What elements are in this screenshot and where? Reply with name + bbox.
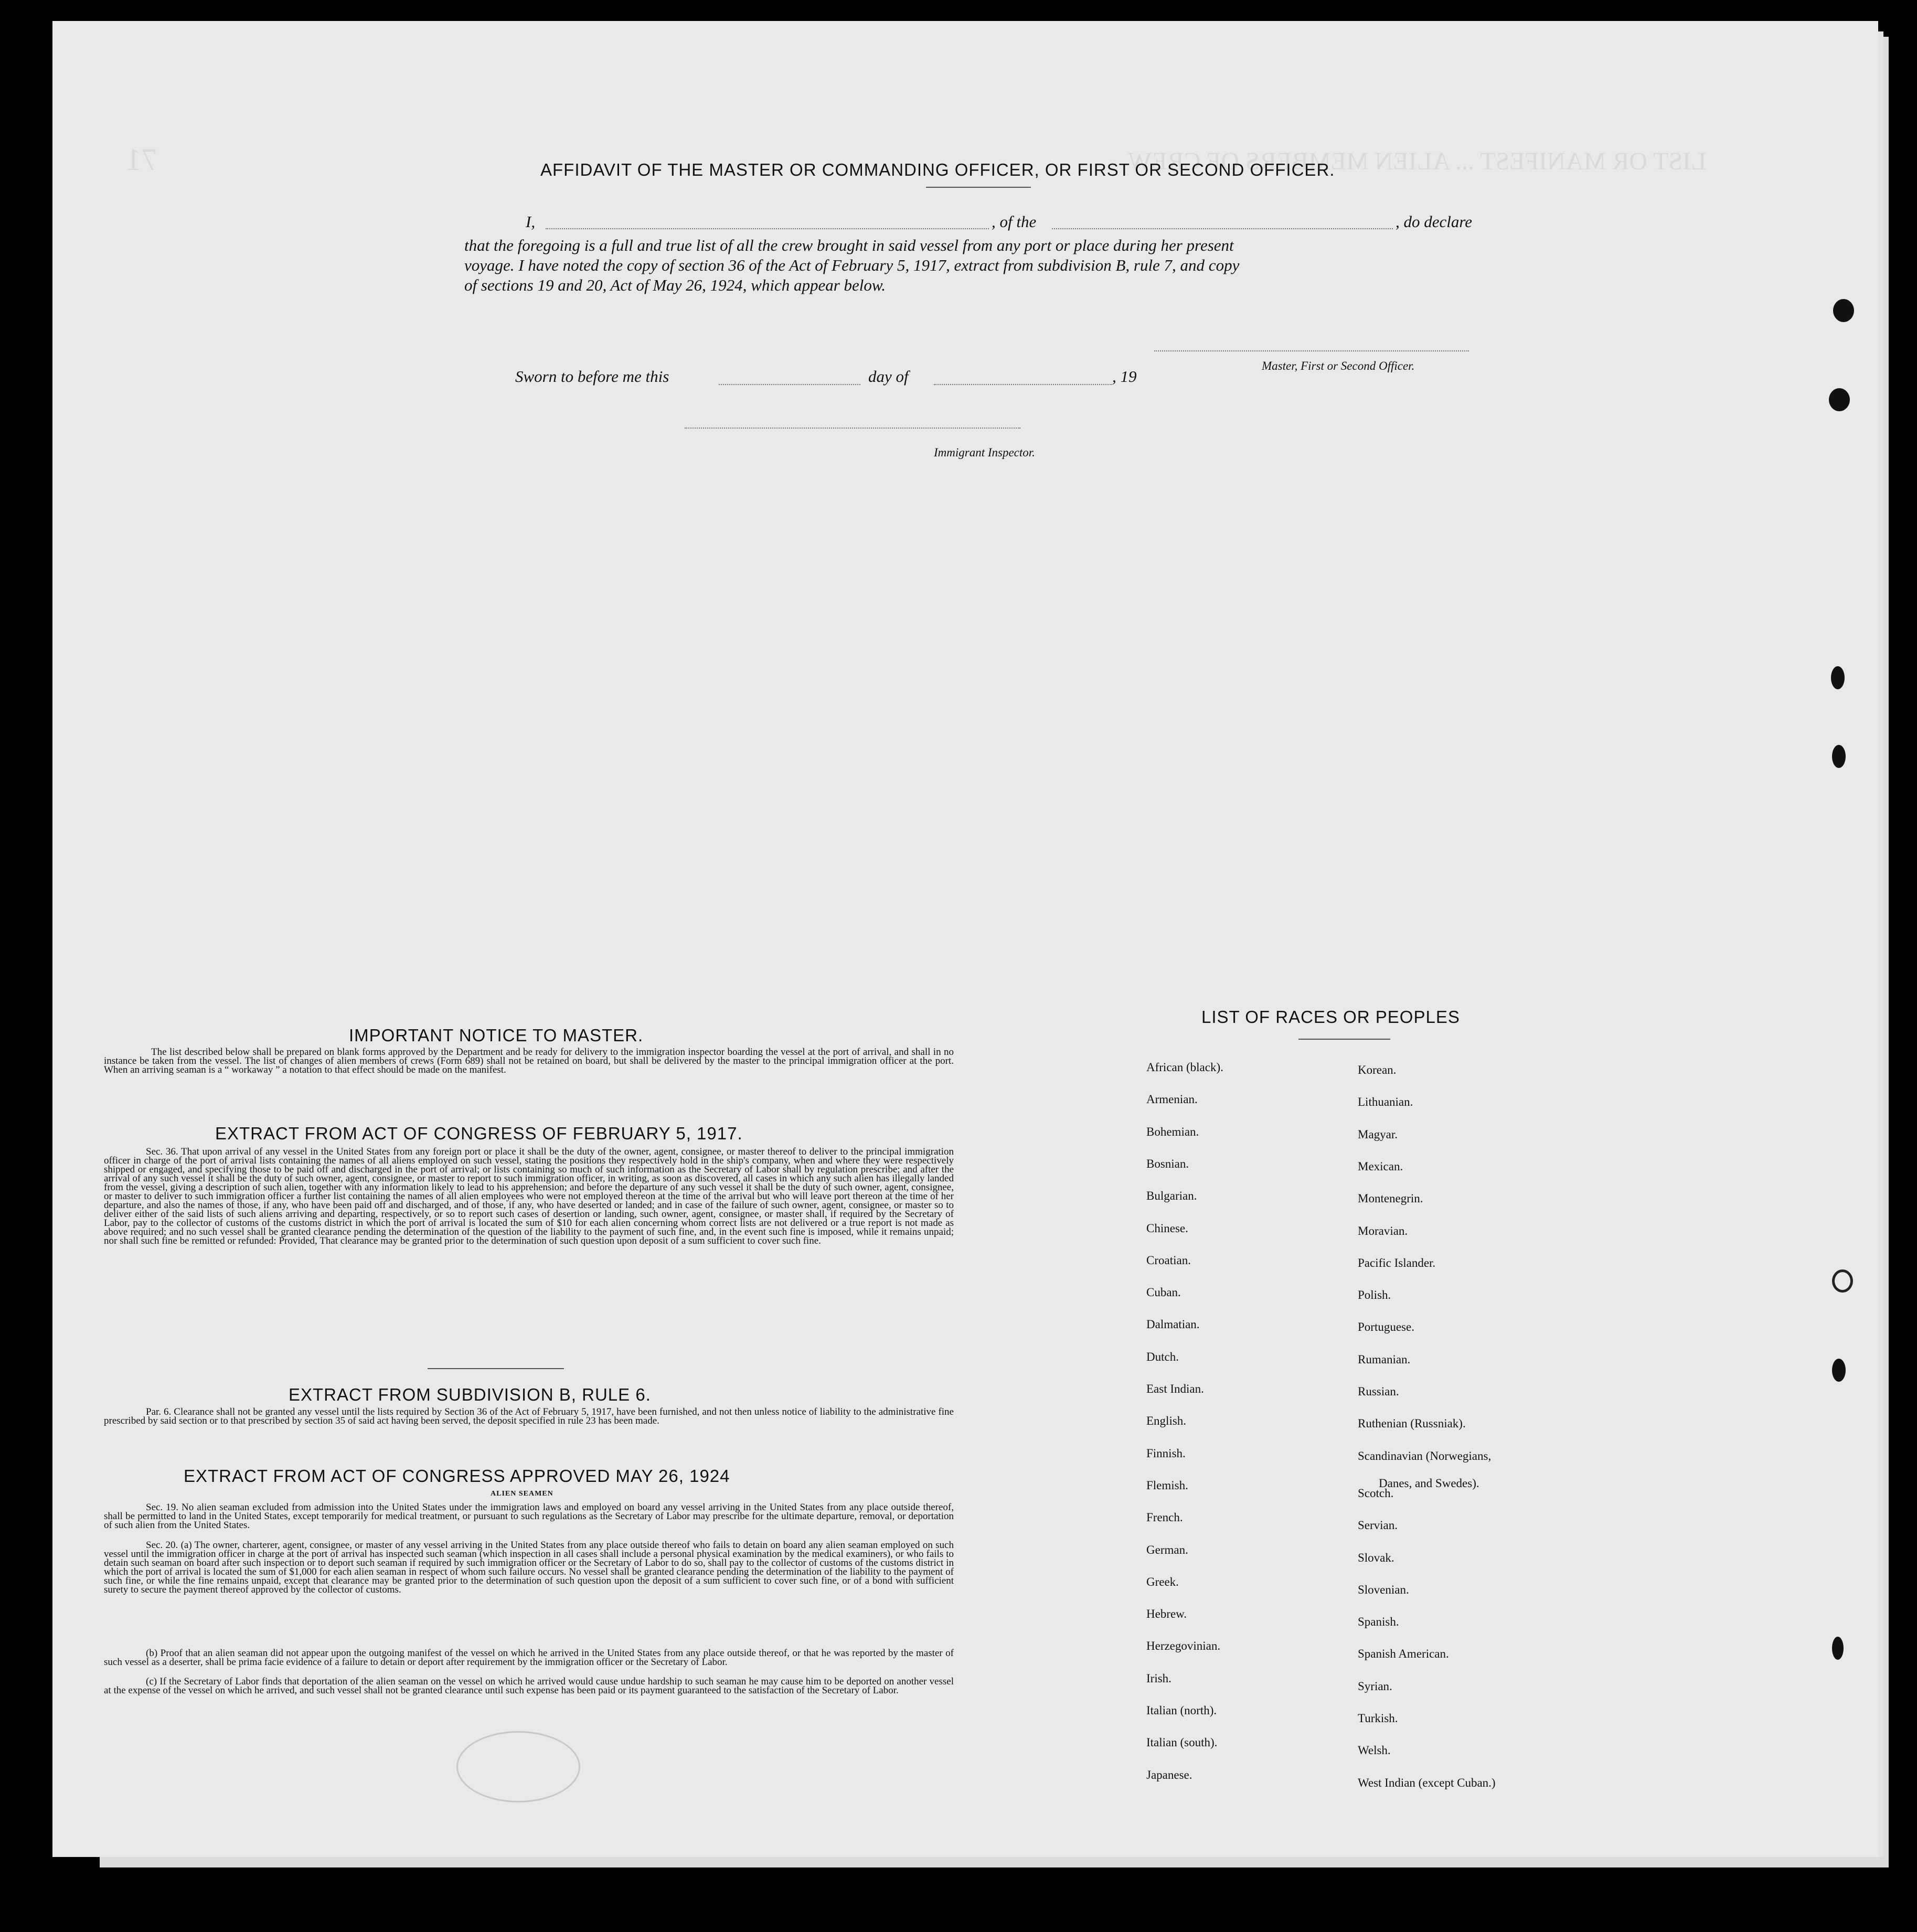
punch-hole <box>1832 745 1846 768</box>
affidavit-vessel-field[interactable] <box>1052 228 1393 229</box>
race-item: Welsh. <box>1358 1744 1391 1757</box>
race-item: Slovenian. <box>1358 1583 1409 1596</box>
race-item: Bosnian. <box>1146 1157 1189 1170</box>
notice-title: IMPORTANT NOTICE TO MASTER. <box>349 1026 644 1045</box>
race-item: Croatian. <box>1146 1253 1191 1267</box>
day-of-label: day of <box>868 367 909 386</box>
race-item: Flemish. <box>1146 1478 1188 1492</box>
affidavit-title-rule <box>926 187 1031 188</box>
sworn-month-field[interactable] <box>934 384 1112 385</box>
race-item: Rumanian. <box>1358 1352 1411 1366</box>
race-item: Spanish. <box>1358 1615 1399 1629</box>
sec20c-text: (c) If the Secretary of Labor finds that deportation of the alien seaman on the vessel on which he arrived would cause undue hardship to such seaman he may cause him to be deported on another vessel at the expense of the vessel on which he arrived, and such vessel shall not be granted clearance until such expense has been paid or its payment guaranteed to the satisfaction of the Secretary of Labor. <box>104 1676 954 1696</box>
section-divider <box>428 1368 564 1369</box>
inspector-signature-field[interactable] <box>685 428 1020 429</box>
race-item: Russian. <box>1358 1385 1399 1398</box>
extract-1924-title: EXTRACT FROM ACT OF CONGRESS APPROVED MAY 26, 1924 <box>184 1466 730 1486</box>
punch-hole <box>1832 1637 1844 1660</box>
race-item: Chinese. <box>1146 1221 1188 1235</box>
year-label: , 19 <box>1112 367 1137 386</box>
rule6-text: Par. 6. Clearance shall not be granted any vessel until the lists required by Section 36 of the Act of February 5, 1917, have been furnished, and not then unless notice of liability to the administrative fine prescribed by said section or to that prescribed by section 35 of said act having been served, the deposit specified in rule 23 has been made. <box>104 1406 954 1426</box>
race-item: Moravian. <box>1358 1224 1408 1237</box>
race-item: Syrian. <box>1358 1679 1392 1693</box>
race-item: Ruthenian (Russniak). <box>1358 1417 1466 1431</box>
race-item: Dutch. <box>1146 1350 1179 1363</box>
race-item: Magyar. <box>1358 1127 1398 1141</box>
race-item: English. <box>1146 1414 1187 1428</box>
race-item: Danes, and Swedes). <box>1379 1477 1479 1490</box>
bleed-through-header: LIST OR MANIFEST ... ALIEN MEMBERS OF CREW <box>1128 147 1707 175</box>
race-item: French. <box>1146 1511 1183 1524</box>
affidavit-of-the-label: , of the <box>992 212 1037 231</box>
sec20b-text: (b) Proof that an alien seaman did not appear upon the outgoing manifest of the vessel on which he arrived in the United States from any place outside thereof, or that he was reported by the master of such vessel as a deserter, shall be prima facie evidence of a failure to detain or deport after requirement by the immigration officer or the Secretary of Labor. <box>104 1648 954 1668</box>
race-item: Korean. <box>1358 1063 1397 1076</box>
race-item: African (black). <box>1146 1061 1223 1074</box>
affidavit-text-line: of sections 19 and 20, Act of May 26, 1924, which appear below. <box>464 276 886 294</box>
race-item: Greek. <box>1146 1575 1179 1588</box>
race-item: Spanish American. <box>1358 1647 1449 1661</box>
race-item: Japanese. <box>1146 1768 1192 1781</box>
race-item: Mexican. <box>1358 1159 1403 1173</box>
race-item: Hebrew. <box>1146 1607 1187 1621</box>
race-item: Italian (south). <box>1146 1736 1218 1749</box>
extract-1917-title: EXTRACT FROM ACT OF CONGRESS OF FEBRUARY 5, 1917. <box>215 1124 743 1143</box>
race-item: Slovak. <box>1358 1551 1394 1564</box>
bleed-through-page-number: 71 <box>126 142 157 177</box>
race-item: Italian (north). <box>1146 1704 1217 1717</box>
master-signature-label: Master, First or Second Officer. <box>1262 359 1415 372</box>
master-signature-field[interactable] <box>1154 350 1469 351</box>
extract-1924-subtitle: ALIEN SEAMEN <box>491 1490 553 1498</box>
punch-hole <box>1832 1269 1853 1293</box>
sec19-text: Sec. 19. No alien seaman excluded from admission into the United States under the immigration laws and employed on board any vessel arriving in the United States from any place outside thereof, shall be permitted to land in the United States, except temporarily for medical treatment, or pursuant to such regulations as the Secretary of Labor may prescribe for the ultimate departure, removal, or deportation of such alien from the United States. <box>104 1502 954 1531</box>
race-item: Scandinavian (Norwegians, <box>1358 1449 1492 1463</box>
race-item: Montenegrin. <box>1358 1192 1423 1205</box>
races-title-rule <box>1298 1039 1390 1040</box>
races-title: LIST OF RACES OR PEOPLES <box>1201 1007 1460 1027</box>
race-item: Portuguese. <box>1358 1320 1414 1334</box>
rule6-title: EXTRACT FROM SUBDIVISION B, RULE 6. <box>289 1385 651 1404</box>
race-item: Servian. <box>1358 1519 1398 1532</box>
race-item: Scotch. <box>1358 1486 1394 1500</box>
race-item: Armenian. <box>1146 1093 1198 1106</box>
race-item: Lithuanian. <box>1358 1095 1413 1109</box>
punch-hole <box>1829 388 1850 411</box>
race-item: Irish. <box>1146 1671 1172 1685</box>
notice-text: The list described below shall be prepared on blank forms approved by the Department and be ready for delivery to the immigration inspector boarding the vessel at the port of arrival, and shall in no instance be taken from the vessel. The list of changes of alien members of crews (Form 689) shall not be retained on board, but shall be delivered by the master to the principal immigration officer at the port. When an arriving seaman is a “ workaway ” a notation to that effect should be made on the manifest. <box>104 1047 954 1075</box>
punch-hole <box>1832 1359 1846 1382</box>
inspector-label: Immigrant Inspector. <box>934 446 1035 459</box>
race-item: Dalmatian. <box>1146 1318 1200 1331</box>
race-item: Polish. <box>1358 1288 1391 1302</box>
affidavit-text-line: voyage. I have noted the copy of section 36 of the Act of February 5, 1917, extract from subdivision B, rule 7, and copy <box>464 256 1240 274</box>
affidavit-declare-label: , do declare <box>1396 212 1473 231</box>
faint-stamp <box>456 1731 580 1802</box>
race-item: Bulgarian. <box>1146 1189 1197 1203</box>
race-item: Finnish. <box>1146 1446 1186 1460</box>
affidavit-name-field[interactable] <box>546 228 989 229</box>
affidavit-text-line: that the foregoing is a full and true list of all the crew brought in said vessel from any port or place during her present <box>464 236 1234 254</box>
extract-1917-text: Sec. 36. That upon arrival of any vessel in the United States from any foreign port or place it shall be the duty of the owner, agent, consignee, or master thereof to deliver to the principal immigration officer in charge of the port of arrival lists containing the names of all aliens employed on such vessel, stating the positions they respectively hold in the ship's company, when and where they were respectively shipped or engaged, and specifying those to be paid off and discharged in the port of arrival; or lists containing so much of such information as the Secretary of Labor shall by regulation prescribe; and after the arrival of any such vessel it shall be the duty of such owner, agent, consignee, or master to report to such immigration officer, in writing, as soon as discovered, all cases in which any such alien has illegally landed from the vessel, giving a description of such alien, together with any information likely to lead to his apprehension; and before the departure of any such vessel it shall be the duty of such owner, agent, consignee, or master to deliver to such immigration officer a further list containing the names of all alien employees who were not employed thereon at the time of the arrival but who will leave port thereon at the time of her departure, and also the names of those, if any, who have been paid off and discharged, and of those, if any, who have deserted or landed; and in case of the failure of such owner, agent, consignee, or master so to deliver either of the said lists of such aliens arriving and departing, respectively, or so to report such cases of desertion or landing, such owner, agent, consignee, or master shall, if required by the Secretary of Labor, pay to the collector of customs of the customs district in which the port of arrival is located the sum of $10 for each alien concerning whom correct lists are not delivered or a true report is not made as above required; and no such vessel shall be granted clearance pending the determination of the question of the liability to the payment of such fine, and, in the event such fine is imposed, while it remains unpaid; nor shall such fine be remitted or refunded: Provided, That clearance may be granted prior to the determination of such question upon deposit of a sum sufficient to cover such fine. <box>104 1146 954 1246</box>
race-item: East Indian. <box>1146 1382 1204 1395</box>
form-page <box>52 21 1878 1857</box>
race-item: West Indian (except Cuban.) <box>1358 1776 1496 1789</box>
affidavit-i-label: I, <box>526 212 536 231</box>
race-item: Pacific Islander. <box>1358 1256 1436 1269</box>
race-item: German. <box>1146 1543 1188 1556</box>
sec20a-text: Sec. 20. (a) The owner, charterer, agent, consignee, or master of any vessel arriving in the United States from any place outside thereof who fails to detain on board any alien seaman employed on such vessel until the immigration officer in charge at the port of arrival has inspected such seaman (which inspection in all cases shall include a personal physical examination by the medical examiners), or who fails to detain such seaman on board after such inspection or to deport such seaman if required by such immigration officer or the Secretary of Labor to do so, shall pay to the collector of customs of the customs district in which the port of arrival is located the sum of $1,000 for each alien seaman in respect of whom such failure occurs. No vessel shall be granted clearance pending the determination of the liability to the payment of such fine, or while the fine remains unpaid, except that clearance may be granted prior to the determination of such question upon the deposit of a sum sufficient to cover such fine, or of a bond with sufficient surety to secure the payment thereof approved by the collector of customs. <box>104 1540 954 1595</box>
punch-hole <box>1831 666 1845 689</box>
race-item: Bohemian. <box>1146 1125 1199 1138</box>
sworn-day-field[interactable] <box>719 384 860 385</box>
punch-hole <box>1833 299 1854 322</box>
race-item: Herzegovinian. <box>1146 1639 1221 1653</box>
race-item: Cuban. <box>1146 1286 1181 1299</box>
race-item: Turkish. <box>1358 1712 1398 1725</box>
affidavit-title: AFFIDAVIT OF THE MASTER OR COMMANDING OFFICER, OR FIRST OR SECOND OFFICER. <box>540 160 1335 179</box>
sworn-label: Sworn to before me this <box>515 367 669 386</box>
